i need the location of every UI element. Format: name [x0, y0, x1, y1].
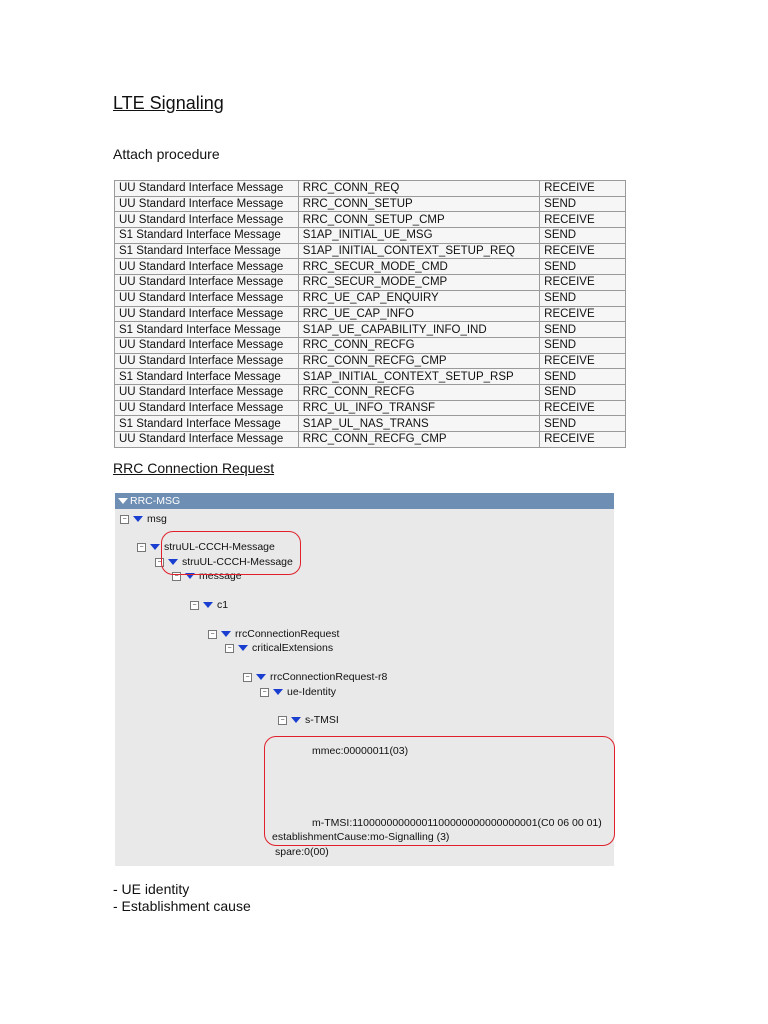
- tree-node-label: c1: [217, 599, 229, 611]
- tree-node-msg[interactable]: [120, 513, 167, 525]
- page-title: LTE Signaling: [113, 93, 224, 113]
- expand-triangle-icon: [150, 544, 160, 550]
- collapse-box-icon[interactable]: −: [208, 630, 217, 639]
- direction-cell: SEND: [540, 416, 626, 432]
- message-cell: RRC_UE_CAP_INFO: [298, 306, 539, 322]
- table-row: [115, 196, 626, 212]
- direction-cell: RECEIVE: [540, 181, 626, 197]
- expand-triangle-icon: [256, 674, 266, 680]
- table-row: [115, 400, 626, 416]
- direction-cell: SEND: [540, 322, 626, 338]
- table-row: [115, 384, 626, 400]
- signaling-table-body: [115, 181, 626, 448]
- table-row: [115, 353, 626, 369]
- interface-cell: S1 Standard Interface Message: [115, 228, 299, 244]
- message-tree-panel: [115, 493, 614, 866]
- interface-cell: UU Standard Interface Message: [115, 275, 299, 291]
- message-cell: RRC_CONN_RECFG: [298, 337, 539, 353]
- direction-cell: RECEIVE: [540, 212, 626, 228]
- table-row: [115, 259, 626, 275]
- highlight-box-message-type: [161, 531, 301, 575]
- interface-cell: UU Standard Interface Message: [115, 400, 299, 416]
- collapse-box-icon[interactable]: −: [243, 673, 252, 682]
- note-ue-identity: - UE identity: [113, 881, 190, 897]
- interface-cell: S1 Standard Interface Message: [115, 416, 299, 432]
- tree-node-label: struUL-CCCH-Message: [182, 556, 293, 568]
- table-row: [115, 306, 626, 322]
- tree-node-label: rrcConnectionRequest-r8: [270, 671, 388, 683]
- direction-cell: SEND: [540, 259, 626, 275]
- interface-cell: UU Standard Interface Message: [115, 306, 299, 322]
- table-row: [115, 369, 626, 385]
- tree-node-label: struUL-CCCH-Message: [164, 541, 275, 553]
- tree-node-label: msg: [147, 513, 167, 525]
- table-row: [115, 181, 626, 197]
- direction-cell: RECEIVE: [540, 400, 626, 416]
- message-cell: RRC_CONN_RECFG_CMP: [298, 432, 539, 448]
- section-subtitle: Attach procedure: [113, 146, 220, 162]
- table-row: [115, 275, 626, 291]
- direction-cell: RECEIVE: [540, 353, 626, 369]
- tree-leaf-mmec[interactable]: mmec:00000011(03): [312, 745, 409, 757]
- message-cell: RRC_SECUR_MODE_CMD: [298, 259, 539, 275]
- interface-cell: UU Standard Interface Message: [115, 212, 299, 228]
- interface-cell: S1 Standard Interface Message: [115, 322, 299, 338]
- tree-node-ue-identity[interactable]: [260, 686, 336, 698]
- message-cell: S1AP_INITIAL_CONTEXT_SETUP_RSP: [298, 369, 539, 385]
- direction-cell: RECEIVE: [540, 306, 626, 322]
- message-cell: RRC_CONN_SETUP: [298, 196, 539, 212]
- table-row: [115, 290, 626, 306]
- message-cell: RRC_CONN_RECFG: [298, 384, 539, 400]
- collapse-box-icon[interactable]: −: [137, 543, 146, 552]
- message-cell: RRC_CONN_REQ: [298, 181, 539, 197]
- tree-node-label: message: [199, 570, 242, 582]
- tree-leaf-m-tmsi[interactable]: m-TMSI:11000000000001100000000000000001(C0 06 00 01): [312, 817, 602, 829]
- message-cell: S1AP_UE_CAPABILITY_INFO_IND: [298, 322, 539, 338]
- tree-node-critical-extensions[interactable]: [225, 642, 333, 654]
- direction-cell: SEND: [540, 369, 626, 385]
- table-row: [115, 416, 626, 432]
- tree-node-rrc-connection-request-r8[interactable]: [243, 671, 387, 683]
- message-cell: RRC_CONN_RECFG_CMP: [298, 353, 539, 369]
- table-row: [115, 212, 626, 228]
- note-establishment-cause: - Establishment cause: [113, 898, 251, 914]
- interface-cell: UU Standard Interface Message: [115, 259, 299, 275]
- tree-header-label: RRC-MSG: [130, 495, 181, 507]
- tree-leaf-establishment-cause[interactable]: establishmentCause:mo-Signalling (3): [272, 831, 450, 843]
- interface-cell: UU Standard Interface Message: [115, 353, 299, 369]
- interface-cell: UU Standard Interface Message: [115, 290, 299, 306]
- message-cell: RRC_UL_INFO_TRANSF: [298, 400, 539, 416]
- expand-triangle-icon: [291, 717, 301, 723]
- notes-list: [113, 881, 251, 915]
- collapse-box-icon[interactable]: −: [172, 572, 181, 581]
- tree-node-label: ue-Identity: [287, 686, 337, 698]
- direction-cell: SEND: [540, 337, 626, 353]
- table-row: [115, 322, 626, 338]
- interface-cell: UU Standard Interface Message: [115, 432, 299, 448]
- collapse-box-icon[interactable]: −: [120, 515, 129, 524]
- signaling-table: [114, 180, 626, 448]
- message-cell: S1AP_INITIAL_CONTEXT_SETUP_REQ: [298, 243, 539, 259]
- tree-header[interactable]: [115, 493, 614, 509]
- direction-cell: RECEIVE: [540, 432, 626, 448]
- direction-cell: SEND: [540, 228, 626, 244]
- interface-cell: S1 Standard Interface Message: [115, 369, 299, 385]
- expand-triangle-icon: [273, 689, 283, 695]
- expand-triangle-icon: [203, 602, 213, 608]
- table-row: [115, 432, 626, 448]
- highlight-box-ue-identity: [264, 736, 615, 846]
- tree-node-label: s-TMSI: [305, 714, 339, 726]
- direction-cell: SEND: [540, 290, 626, 306]
- direction-cell: SEND: [540, 384, 626, 400]
- tree-node-s-tmsi[interactable]: [278, 714, 339, 726]
- expand-triangle-icon: [221, 631, 231, 637]
- interface-cell: UU Standard Interface Message: [115, 181, 299, 197]
- interface-cell: UU Standard Interface Message: [115, 384, 299, 400]
- table-row: [115, 243, 626, 259]
- message-cell: RRC_CONN_SETUP_CMP: [298, 212, 539, 228]
- expand-triangle-icon: [238, 645, 248, 651]
- tree-node-rrc-connection-request[interactable]: [208, 628, 339, 640]
- interface-cell: UU Standard Interface Message: [115, 196, 299, 212]
- message-cell: S1AP_UL_NAS_TRANS: [298, 416, 539, 432]
- table-row: [115, 228, 626, 244]
- table-row: [115, 337, 626, 353]
- message-cell: RRC_SECUR_MODE_CMP: [298, 275, 539, 291]
- collapse-box-icon[interactable]: −: [260, 688, 269, 697]
- tree-node-label: rrcConnectionRequest: [235, 628, 340, 640]
- interface-cell: UU Standard Interface Message: [115, 337, 299, 353]
- collapse-box-icon[interactable]: −: [225, 644, 234, 653]
- expand-triangle-icon: [133, 516, 143, 522]
- tree-node-label: criticalExtensions: [252, 642, 334, 654]
- direction-cell: SEND: [540, 196, 626, 212]
- message-cell: RRC_UE_CAP_ENQUIRY: [298, 290, 539, 306]
- collapse-triangle-icon[interactable]: [118, 498, 128, 504]
- tree-leaf-spare[interactable]: spare:0(00): [275, 846, 329, 858]
- message-cell: S1AP_INITIAL_UE_MSG: [298, 228, 539, 244]
- tree-node-c1[interactable]: [190, 599, 228, 611]
- collapse-box-icon[interactable]: −: [155, 558, 164, 567]
- section-title: RRC Connection Request: [113, 460, 275, 476]
- collapse-box-icon[interactable]: −: [278, 716, 287, 725]
- interface-cell: S1 Standard Interface Message: [115, 243, 299, 259]
- direction-cell: RECEIVE: [540, 243, 626, 259]
- direction-cell: RECEIVE: [540, 275, 626, 291]
- collapse-box-icon[interactable]: −: [190, 601, 199, 610]
